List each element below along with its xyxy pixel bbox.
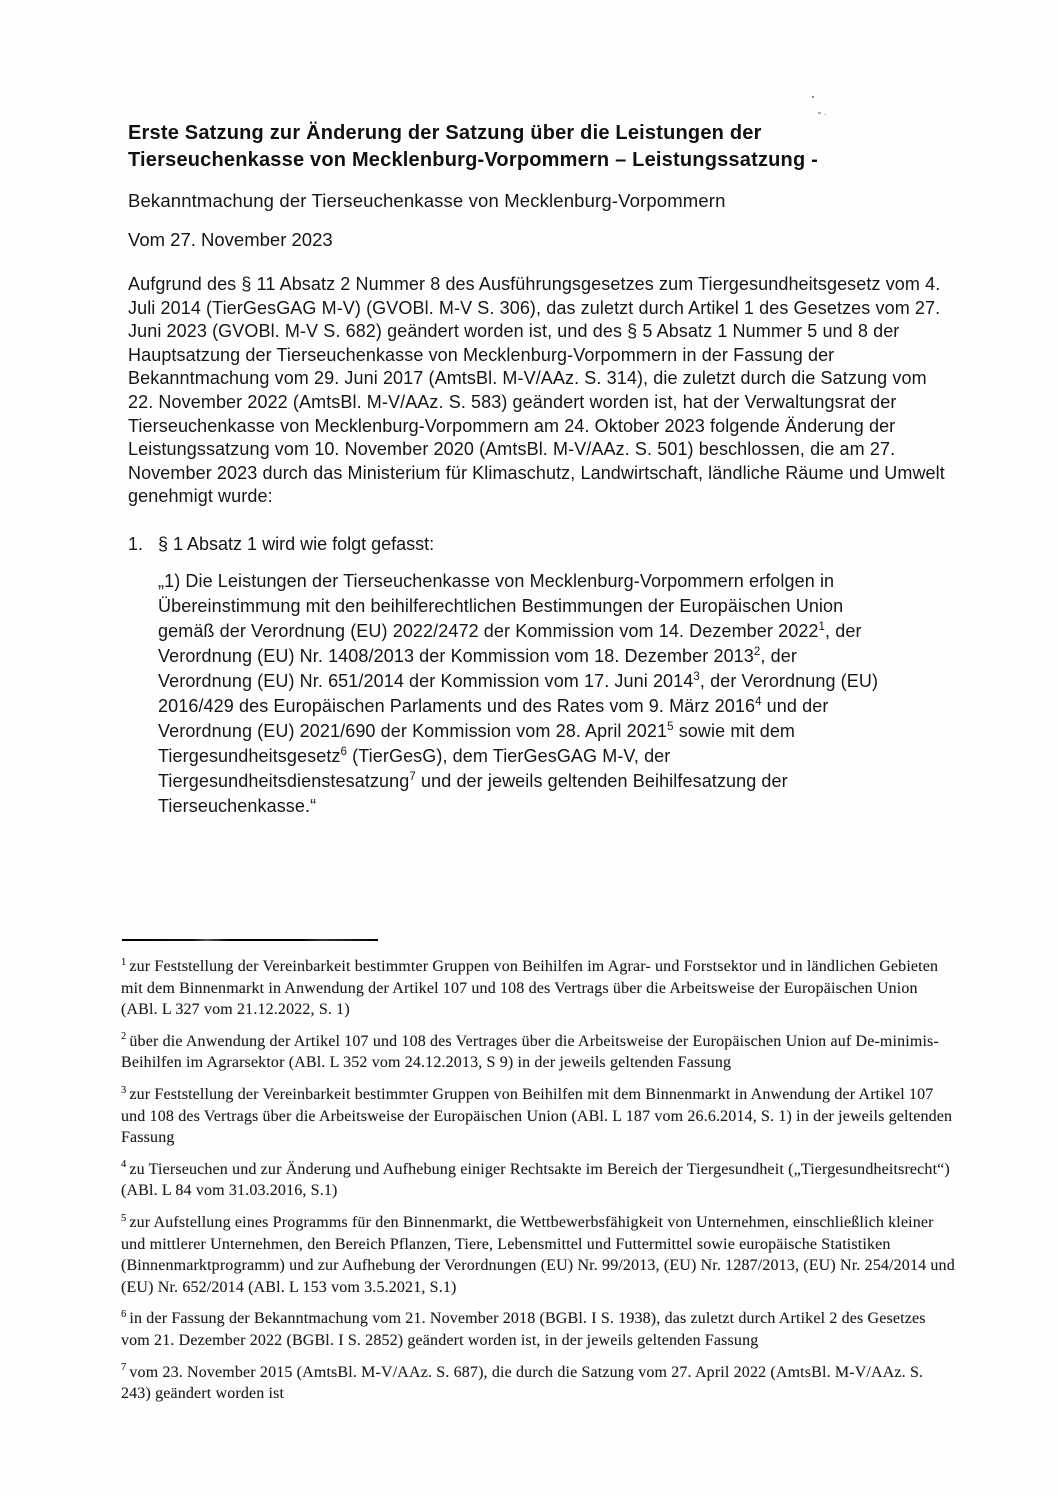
footnote-text: in der Fassung der Bekanntmachung vom 21. November 2018 (BGBl. I S. 1938), das zuletzt durch Artikel 2 des Gesetzes vom 21. Dezember 2022 (BGBl. I S. 2852) geändert worden ist, in der jeweils geltenden Fassung <box>121 1310 926 1349</box>
amendment-item <box>128 532 950 556</box>
footnotes-section <box>121 956 957 1415</box>
amendment-quote: „1) Die Leistungen der Tierseuchenkasse von Mecklenburg-Vorpommern erfolgen in Übereinstimmung mit den beihilferechtlichen Bestimmungen der Europäischen Union gemäß der Verordnung (EU) 2022/2472 der Kommission vom 14. Dezember 2022$^1$, der Verordnung (EU) Nr. 1408/2013 der Kommission vom 18. Dezember 2013$^2$, der Verordnung (EU) Nr. 651/2014 der Kommission vom 17. Juni 2014$^3$, der Verordnung (EU) 2016/429 des Europäischen Parlaments und des Rates vom 9. März 2016$^4$ und der Verordnung (EU) 2021/690 der Kommission vom 28. April 2021$^5$ sowie mit dem Tiergesundheitsgesetz$^6$ (TierGesG), dem TierGesGAG M-V, der Tiergesundheitsdienstesatzung$^7$ und der jeweils geltenden Beihilfesatzung der Tierseuchenkasse.“ <box>158 570 879 816</box>
footnote-ref: 5 <box>667 720 674 733</box>
footnote-number: 2 <box>121 1031 127 1043</box>
footnote-number: 6 <box>121 1308 127 1320</box>
footnote <box>121 1308 957 1351</box>
footnote-ref: 6 <box>340 745 348 758</box>
scan-artifact <box>824 114 826 115</box>
footnote-ref: 2 <box>753 645 761 658</box>
footnote <box>121 1084 957 1149</box>
document-content <box>128 120 950 819</box>
amendment-heading: § 1 Absatz 1 wird wie folgt gefasst: <box>158 533 435 554</box>
footnote-text: zu Tierseuchen und zur Änderung und Aufhebung einiger Rechtsakte im Bereich der Tiergesundheit („Tiergesundheitsrecht“) (ABl. L 84 vom 31.03.2016, S.1) <box>121 1160 950 1200</box>
footnote-ref: 3 <box>693 670 700 683</box>
footnote-text: über die Anwendung der Artikel 107 und 108 des Vertrages über die Arbeitsweise der Europäischen Union auf De-minimis-Beihilfen im Agrarsektor (ABl. L 352 vom 24.12.2013, S 9) in der jeweils geltenden Fassung <box>121 1032 939 1072</box>
footnote-ref: 4 <box>755 695 762 708</box>
footnote <box>121 1362 957 1405</box>
list-item-number: 1. <box>128 533 144 554</box>
intro-paragraph: Aufgrund des § 11 Absatz 2 Nummer 8 des Ausführungsgesetzes zum Tiergesundheitsgesetz vom 4. Juli 2014 (TierGesGAG M-V) (GVOBl. M-V S. 306), das zuletzt durch Artikel 1 des Gesetzes vom 27. Juni 2023 (GVOBl. M-V S. 682) geändert worden ist, und des § 5 Absatz 1 Nummer 5 und 8 der Hauptsatzung der Tierseuchenkasse von Mecklenburg-Vorpommern in der Fassung der Bekanntmachung vom 29. Juni 2017 (AmtsBl. M-V/AAz. S. 314), die zuletzt durch die Satzung vom 22. November 2022 (AmtsBl. M-V/AAz. S. 583) geändert worden ist, hat der Verwaltungsrat der Tierseuchenkasse von Mecklenburg-Vorpommern am 24. Oktober 2023 folgende Änderung der Leistungssatzung vom 10. November 2020 (AmtsBl. M-V/AAz. S. 501) beschlossen, die am 27. November 2023 durch das Ministerium für Klimaschutz, Landwirtschaft, ländliche Räume und Umwelt genehmigt wurde: <box>128 274 945 507</box>
footnote-number: 3 <box>121 1084 127 1096</box>
document-date: Vom 27. November 2023 <box>128 229 333 250</box>
footnote-text: vom 23. November 2015 (AmtsBl. M-V/AAz. S. 687), die durch die Satzung vom 27. April 2022 (AmtsBl. M-V/AAz. S. 243) geändert worden ist <box>121 1363 924 1403</box>
footnote-number: 7 <box>121 1362 127 1374</box>
document-subtitle: Bekanntmachung der Tierseuchenkasse von Mecklenburg-Vorpommern <box>128 190 726 211</box>
document-title: Erste Satzung zur Änderung der Satzung über die Leistungen der Tierseuchenkasse von Mecklenburg-Vorpommern – Leistungssatzung - <box>128 122 819 171</box>
footnote-separator <box>122 939 378 941</box>
footnote-ref: 1 <box>818 620 826 633</box>
footnote-number: 5 <box>121 1212 127 1224</box>
footnote-ref: 7 <box>409 770 416 783</box>
footnote-text: zur Feststellung der Vereinbarkeit bestimmter Gruppen von Beihilfen mit dem Binnenmarkt in Anwendung der Artikel 107 und 108 des Vertrags über die Arbeitsweise der Europäischen Union (ABl. L 187 vom 26.6.2014, S. 1) in der jeweils geltenden Fassung <box>121 1085 953 1147</box>
footnote-text: zur Aufstellung eines Programms für den Binnenmarkt, die Wettbewerbsfähigkeit von Unternehmen, einschließlich kleiner und mittlerer Unternehmen, den Bereich Pflanzen, Tiere, Lebensmittel und Futtermittel sowie europäische Statistiken (Binnenmarktprogramm) und zur Aufhebung der Verordnungen (EU) Nr. 99/2013, (EU) Nr. 1287/2013, (EU) Nr. 254/2014 und (EU) Nr. 652/2014 (ABl. L 153 vom 3.5.2021, S.1) <box>121 1213 955 1296</box>
footnote-text: zur Feststellung der Vereinbarkeit bestimmter Gruppen von Beihilfen im Agrar- und Forstsektor und in ländlichen Gebieten mit dem Binnenmarkt in Anwendung der Artikel 107 und 108 des Vertrags über die Arbeitsweise der Europäischen Union (ABl. L 327 vom 21.12.2022, S. 1) <box>121 958 939 1019</box>
footnote <box>121 1031 957 1074</box>
footnote <box>121 956 957 1021</box>
scan-artifact <box>818 112 821 114</box>
footnote <box>121 1159 957 1202</box>
footnote-number: 4 <box>121 1159 127 1171</box>
scan-artifact <box>812 96 814 98</box>
footnote <box>121 1212 957 1298</box>
footnote-number: 1 <box>121 956 127 968</box>
